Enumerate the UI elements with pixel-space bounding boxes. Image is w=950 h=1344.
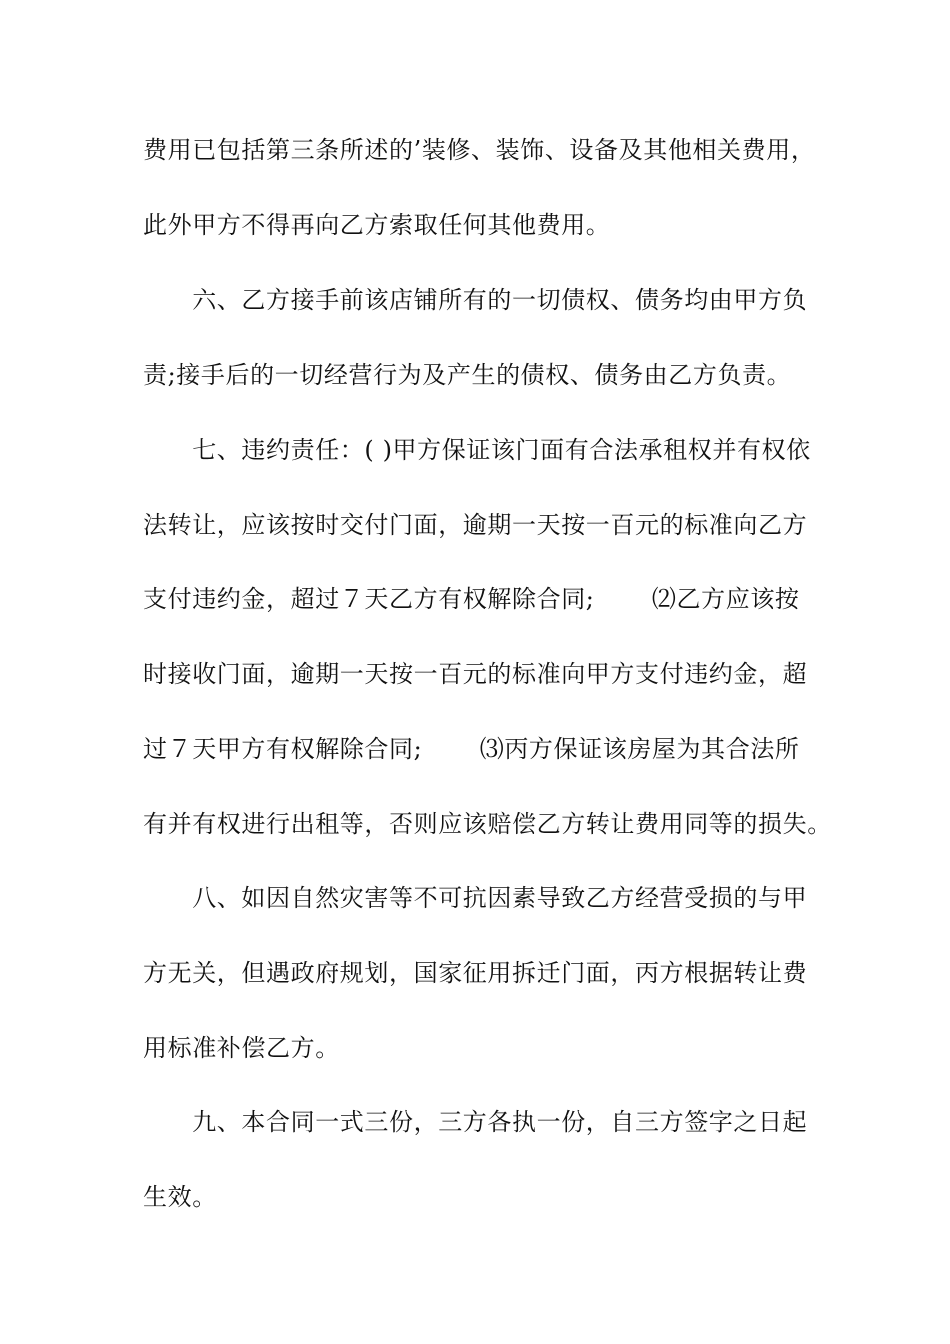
text-line: 方无关，但遇政府规划，国家征用拆迁门面，丙方根据转让费 [143, 959, 808, 987]
text-line: 法转让，应该按时交付门面，逾期一天按一百元的标准向乙方 [143, 511, 808, 539]
text-line: 八、如因自然灾害等不可抗因素导致乙方经营受损的与甲 [143, 884, 808, 912]
text-line: 时接收门面，逾期一天按一百元的标准向甲方支付违约金，超 [143, 660, 808, 688]
text-line: 七、违约责任：( )甲方保证该门面有合法承租权并有权依 [143, 436, 811, 464]
text-line: 支付违约金，超过７天乙方有权解除合同; ⑵乙方应该按 [143, 585, 800, 613]
text-line: 六、乙方接手前该店铺所有的一切债权、债务均由甲方负 [143, 286, 808, 314]
text-line: 生效。 [143, 1183, 217, 1211]
text-line: 用标准补偿乙方。 [143, 1034, 340, 1062]
text-line: 过７天甲方有权解除合同; ⑶丙方保证该房屋为其合法所 [143, 735, 800, 763]
text-line: 责;接手后的一切经营行为及产生的债权、债务由乙方负责。 [143, 361, 792, 389]
text-line: 此外甲方不得再向乙方索取任何其他费用。 [143, 211, 611, 239]
text-line: 费用已包括第三条所述的’装修、装饰、设备及其他相关费用， [143, 136, 816, 164]
text-line: 九、本合同一式三份，三方各执一份，自三方签字之日起 [143, 1108, 808, 1136]
text-line: 有并有权进行出租等，否则应该赔偿乙方转让费用同等的损失。 [143, 810, 832, 838]
